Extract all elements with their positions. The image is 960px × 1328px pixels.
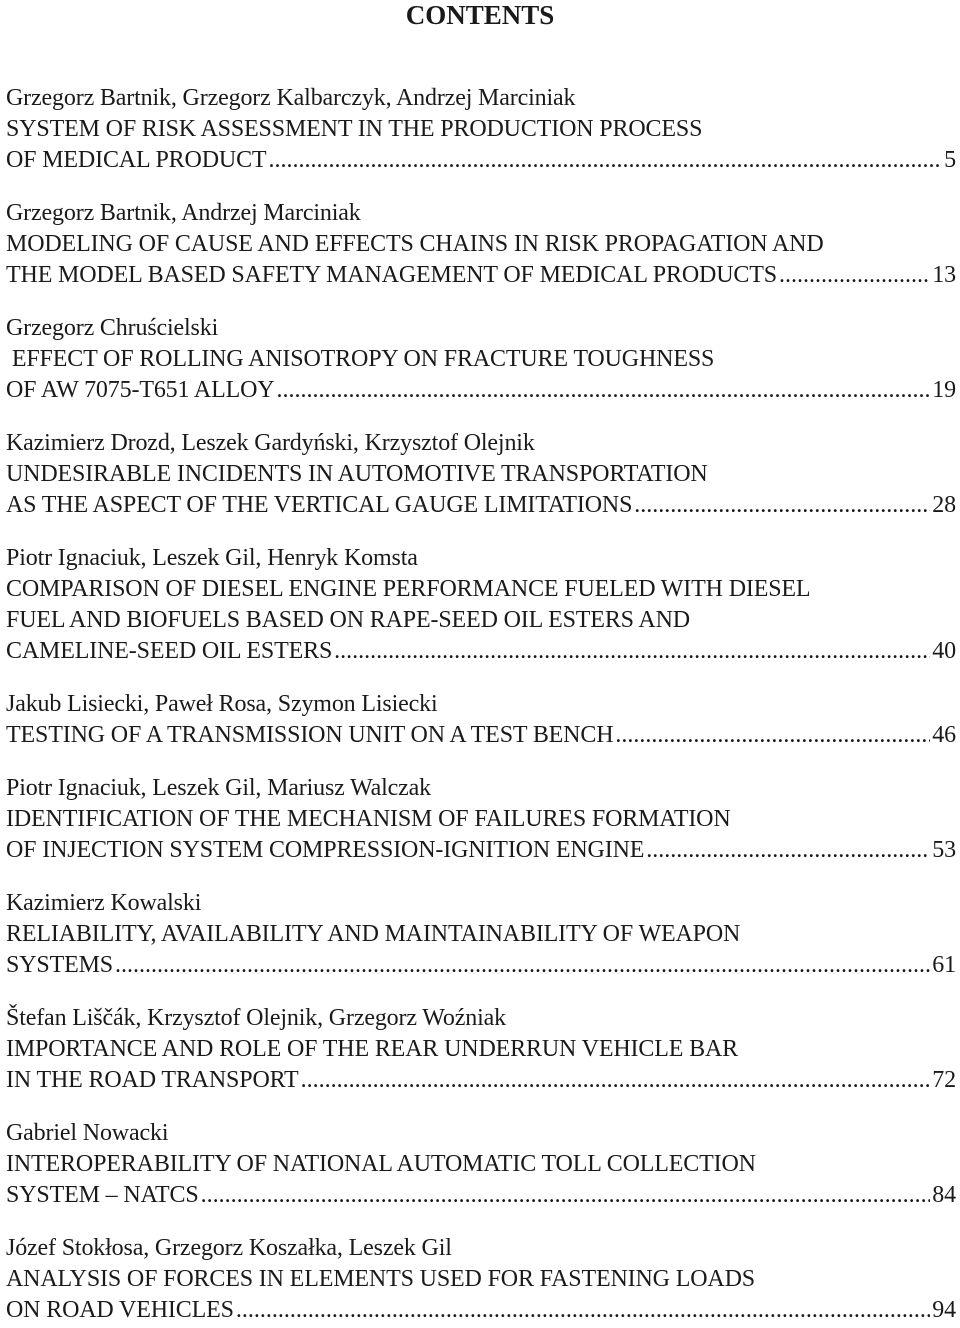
toc-entry-authors: Grzegorz Chruścielski <box>6 315 219 341</box>
toc-entry <box>6 198 956 291</box>
toc-entry <box>6 689 956 751</box>
toc-entry-authors: Jakub Lisiecki, Paweł Rosa, Szymon Lisiecki <box>6 691 438 717</box>
dot-leader <box>646 835 930 866</box>
toc-entry-title-line: SYSTEM OF RISK ASSESSMENT IN THE PRODUCTION PROCESS <box>6 116 703 142</box>
toc-entry-title-line: ANALYSIS OF FORCES IN ELEMENTS USED FOR FASTENING LOADS <box>6 1266 755 1292</box>
dot-leader <box>236 1295 930 1326</box>
toc-entry-page-number: 53 <box>932 837 956 863</box>
toc-entry <box>6 313 956 406</box>
dot-leader <box>301 1065 931 1096</box>
toc-entry-title-line: ON ROAD VEHICLES <box>6 1297 234 1323</box>
dot-leader <box>634 490 930 521</box>
toc-entry-authors: Grzegorz Bartnik, Grzegorz Kalbarczyk, Andrzej Marciniak <box>6 85 576 111</box>
toc-entry-final-line <box>6 375 956 406</box>
toc-entry-title-line: OF INJECTION SYSTEM COMPRESSION-IGNITION ENGINE <box>6 837 645 863</box>
toc-entry-final-line <box>6 1180 956 1211</box>
toc-entry-title-line: INTEROPERABILITY OF NATIONAL AUTOMATIC TOLL COLLECTION <box>6 1151 756 1177</box>
dot-leader <box>615 720 930 751</box>
toc-entry <box>6 1118 956 1211</box>
toc-entry-title-line: IMPORTANCE AND ROLE OF THE REAR UNDERRUN VEHICLE BAR <box>6 1036 738 1062</box>
toc-list <box>6 83 956 1326</box>
toc-entry-authors: Gabriel Nowacki <box>6 1120 169 1146</box>
toc-entry-final-line <box>6 835 956 866</box>
dot-leader <box>201 1180 931 1211</box>
toc-entry <box>6 543 956 667</box>
toc-entry <box>6 1003 956 1096</box>
toc-entry-page-number: 61 <box>932 952 956 978</box>
toc-entry-authors: Štefan Liščák, Krzysztof Olejnik, Grzegorz Woźniak <box>6 1005 506 1031</box>
toc-entry <box>6 888 956 981</box>
toc-entry-title-line: COMPARISON OF DIESEL ENGINE PERFORMANCE FUELED WITH DIESEL <box>6 576 811 602</box>
toc-entry-final-line <box>6 950 956 981</box>
toc-entry-authors: Piotr Ignaciuk, Leszek Gil, Henryk Komsta <box>6 545 418 571</box>
toc-entry-title-line: SYSTEM – NATCS <box>6 1182 199 1208</box>
toc-entry-final-line <box>6 490 956 521</box>
toc-entry-title-line: SYSTEMS <box>6 952 113 978</box>
toc-entry-title-line: AS THE ASPECT OF THE VERTICAL GAUGE LIMITATIONS <box>6 492 633 518</box>
toc-entry-title-line: CAMELINE-SEED OIL ESTERS <box>6 638 333 664</box>
toc-entry-title-line: OF AW 7075-T651 ALLOY <box>6 377 275 403</box>
dot-leader <box>268 145 942 176</box>
toc-entry-final-line <box>6 145 956 176</box>
toc-entry-final-line <box>6 260 956 291</box>
toc-entry-page-number: 94 <box>932 1297 956 1323</box>
toc-entry-authors: Piotr Ignaciuk, Leszek Gil, Mariusz Walczak <box>6 775 432 801</box>
toc-entry-authors: Grzegorz Bartnik, Andrzej Marciniak <box>6 200 361 226</box>
toc-entry-final-line <box>6 720 956 751</box>
toc-entry <box>6 83 956 176</box>
dot-leader <box>779 260 930 291</box>
toc-entry-page-number: 40 <box>932 638 956 664</box>
toc-entry-final-line <box>6 636 956 667</box>
toc-entry-page-number: 28 <box>932 492 956 518</box>
toc-entry-title-line: IN THE ROAD TRANSPORT <box>6 1067 299 1093</box>
toc-entry <box>6 773 956 866</box>
toc-entry-authors: Kazimierz Kowalski <box>6 890 202 916</box>
toc-entry-title-line: FUEL AND BIOFUELS BASED ON RAPE-SEED OIL ESTERS AND <box>6 607 690 633</box>
toc-entry-authors: Józef Stokłosa, Grzegorz Koszałka, Leszek Gil <box>6 1235 452 1261</box>
toc-entry-title-line: EFFECT OF ROLLING ANISOTROPY ON FRACTURE TOUGHNESS <box>6 346 715 372</box>
toc-entry-title-line: UNDESIRABLE INCIDENTS IN AUTOMOTIVE TRANSPORTATION <box>6 461 708 487</box>
toc-entry-final-line <box>6 1065 956 1096</box>
toc-entry-page-number: 5 <box>944 147 956 173</box>
dot-leader <box>334 636 930 667</box>
toc-entry-title-line: THE MODEL BASED SAFETY MANAGEMENT OF MEDICAL PRODUCTS <box>6 262 777 288</box>
toc-entry-title-line: OF MEDICAL PRODUCT <box>6 147 267 173</box>
toc-entry-page-number: 19 <box>932 377 956 403</box>
toc-entry-page-number: 84 <box>932 1182 956 1208</box>
toc-entry <box>6 1233 956 1326</box>
toc-entry-authors: Kazimierz Drozd, Leszek Gardyński, Krzysztof Olejnik <box>6 430 535 456</box>
toc-entry-title-line: RELIABILITY, AVAILABILITY AND MAINTAINABILITY OF WEAPON <box>6 921 741 947</box>
toc-entry-title-line: TESTING OF A TRANSMISSION UNIT ON A TEST BENCH <box>6 722 614 748</box>
toc-entry <box>6 428 956 521</box>
toc-entry-final-line <box>6 1295 956 1326</box>
toc-entry-title-line: IDENTIFICATION OF THE MECHANISM OF FAILURES FORMATION <box>6 806 731 832</box>
dot-leader <box>276 375 930 406</box>
toc-entry-title-line: MODELING OF CAUSE AND EFFECTS CHAINS IN RISK PROPAGATION AND <box>6 231 824 257</box>
toc-entry-page-number: 46 <box>932 722 956 748</box>
toc-entry-page-number: 13 <box>932 262 956 288</box>
toc-entry-page-number: 72 <box>932 1067 956 1093</box>
page-title: CONTENTS <box>405 0 555 30</box>
dot-leader <box>115 950 930 981</box>
